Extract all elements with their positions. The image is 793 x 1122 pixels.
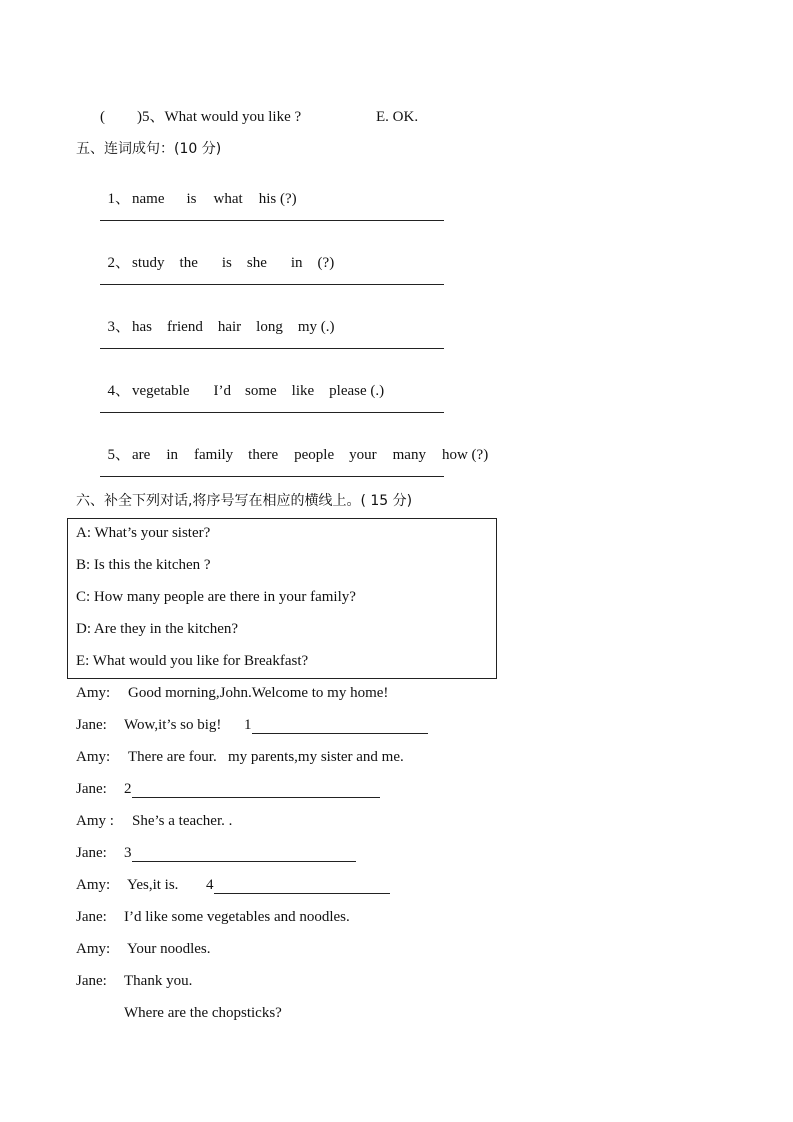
option-e: E: What would you like for Breakfast? [76,653,309,669]
option-d: D: Are they in the kitchen? [76,621,239,637]
blank-number: 2 [124,781,132,797]
word: family [194,447,234,463]
item-number: 2、 [107,255,131,271]
word: are [132,447,151,463]
answer-line-3[interactable] [100,348,444,349]
blank-1-line[interactable] [252,733,428,734]
blank-4-line[interactable] [214,893,390,894]
question-5-option: E. OK. [376,109,419,125]
sentence-item-4 [100,364,384,400]
word: friend [167,319,203,335]
blank-number: 1 [244,717,252,733]
word: how (?) [441,447,489,463]
word: vegetable [132,383,190,399]
question-5-paren-close: ) [137,109,142,125]
dialogue-speaker: Amy: [76,685,111,701]
word: my (.) [297,319,335,335]
word: your [349,447,377,463]
word: some [244,383,277,399]
word: there [248,447,279,463]
dialogue-text: Wow,it’s so big! [124,717,222,733]
word: she [246,255,267,271]
word: hair [217,319,242,335]
blank-3-line[interactable] [132,861,356,862]
blank-number: 3 [124,845,132,861]
dialogue-speaker: Jane: [76,845,107,861]
sentence-item-1 [100,172,297,208]
sentence-item-2 [100,236,334,272]
sentence-item-5 [100,428,488,464]
word: is [221,255,232,271]
word: many [392,447,426,463]
word: what [213,191,243,207]
word: people [294,447,335,463]
dialogue-speaker: Amy : [76,813,114,829]
dialogue-text: Good morning,John.Welcome to my home! [128,685,389,701]
word: is [186,191,197,207]
dialogue-speaker: Amy: [76,877,111,893]
dialogue-final-line: Where are the chopsticks? [124,1005,282,1021]
section-5-title: 五、连词成句：(10 分) [76,141,222,157]
dialogue-speaker: Jane: [76,909,107,925]
dialogue-speaker: Amy: [76,749,111,765]
word: his (?) [258,191,297,207]
word: in [166,447,178,463]
word: study [132,255,165,271]
answer-line-2[interactable] [100,284,444,285]
blank-number: 4 [206,877,214,893]
section-6-title: 六、补全下列对话,将序号写在相应的横线上。( 15 分) [76,493,413,509]
word: name [132,191,165,207]
item-number: 5、 [107,447,131,463]
answer-line-4[interactable] [100,412,444,413]
dialogue-text: I’d like some vegetables and noodles. [124,909,350,925]
word: I’d [213,383,231,399]
dialogue-text: She’s a teacher. . [132,813,233,829]
dialogue-speaker: Jane: [76,717,107,733]
word: please (.) [329,383,385,399]
item-number: 4、 [107,383,131,399]
dialogue-speaker: Amy: [76,941,111,957]
answer-line-1[interactable] [100,220,444,221]
word: in [290,255,303,271]
dialogue-text: Thank you. [124,973,193,989]
answer-line-5[interactable] [100,476,444,477]
option-b: B: Is this the kitchen ? [76,557,211,573]
option-c: C: How many people are there in your family? [76,589,356,605]
blank-2-line[interactable] [132,797,380,798]
question-5-paren-open: ( [100,109,105,125]
dialogue-speaker: Jane: [76,973,107,989]
word: (?) [317,255,335,271]
word: the [179,255,198,271]
word: has [132,319,153,335]
question-5-label: 5、What would you like ? [142,109,302,125]
item-number: 3、 [107,319,131,335]
dialogue-text: Yes,it is. [127,877,179,893]
dialogue-text: There are four. my parents,my sister and me. [128,749,404,765]
dialogue-speaker: Jane: [76,781,107,797]
word: long [256,319,283,335]
word: like [291,383,315,399]
item-number: 1、 [107,191,131,207]
option-a: A: What’s your sister? [76,525,211,541]
sentence-item-3 [100,300,335,336]
dialogue-text: Your noodles. [127,941,211,957]
